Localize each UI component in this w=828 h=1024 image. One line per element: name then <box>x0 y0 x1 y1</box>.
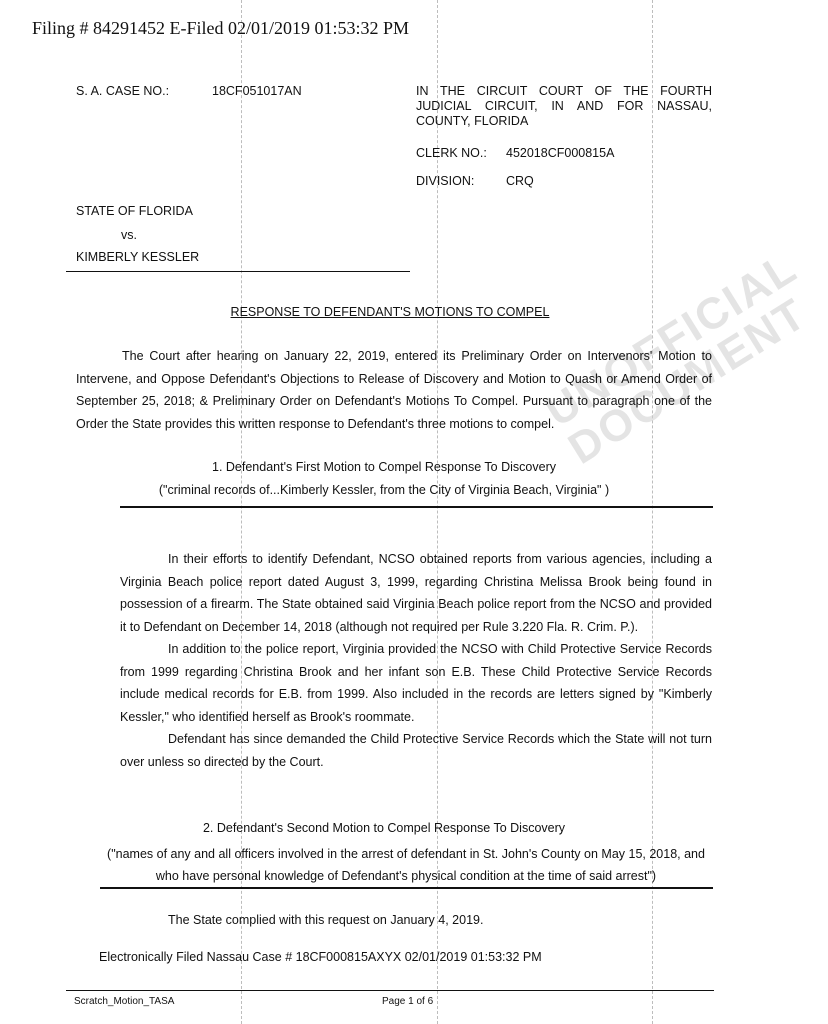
sa-case-label: S. A. CASE NO.: <box>76 84 170 98</box>
division-value: CRQ <box>506 174 534 188</box>
clerk-label: CLERK NO.: <box>416 146 487 160</box>
plaintiff-name: STATE OF FLORIDA <box>76 204 193 218</box>
section1-rule <box>120 506 713 508</box>
court-caption: IN THE CIRCUIT COURT OF THE FOURTH JUDICIAL CIRCUIT, IN AND FOR NASSAU, COUNTY, FLORIDA <box>416 84 712 128</box>
section2-subheading: ("names of any and all officers involved in the arrest of defendant in St. John's County on May 15, 2018, and who have personal knowledge of Defendant's physical condition at the time of said arrest") <box>107 847 705 883</box>
footer-filename: Scratch_Motion_TASA <box>74 996 175 1007</box>
section1-paragraph-2: In addition to the police report, Virginia provided the NCSO with Child Protective Service Records from 1999 regarding Christina Brook and her infant son E.B. These Child Protective Service Records include medical records for E.B. from 1999. Also included in the records are letters signed by "Kimberly Kessler," who identified herself as Brook's roommate. <box>120 642 712 724</box>
section1-paragraph-1: In their efforts to identify Defendant, NCSO obtained reports from various agencies, including a Virginia Beach police report dated August 3, 1999, regarding Christina Melissa Brook being found in possession of a firearm. The State obtained said Virginia Beach police report from the NCSO and provided it to Defendant on December 14, 2018 (although not required per Rule 3.220 Fla. R. Crim. P.). <box>120 552 712 634</box>
division-label: DIVISION: <box>416 174 475 188</box>
footer-rule <box>66 990 714 991</box>
section1-heading: 1. Defendant's First Motion to Compel Response To Discovery <box>212 460 556 474</box>
versus-label: vs. <box>121 228 137 242</box>
document-title: RESPONSE TO DEFENDANT'S MOTIONS TO COMPEL <box>230 305 550 319</box>
efiled-stamp: Electronically Filed Nassau Case # 18CF000815AXYX 02/01/2019 01:53:32 PM <box>99 950 542 964</box>
filing-header: Filing # 84291452 E-Filed 02/01/2019 01:53:32 PM <box>32 18 410 38</box>
sa-case-number: 18CF051017AN <box>212 84 302 98</box>
caption-rule <box>66 271 410 272</box>
clerk-number: 452018CF000815A <box>506 146 615 160</box>
section1-paragraph-3: Defendant has since demanded the Child Protective Service Records which the State will not turn over unless so directed by the Court. <box>120 732 712 769</box>
section2-rule <box>100 887 713 889</box>
intro-paragraph: The Court after hearing on January 22, 2019, entered its Preliminary Order on Intervenors' Motion to Intervene, and Oppose Defendant's Objections to Release of Discovery and Motion to Quash or Amend Order of September 25, 2018; & Preliminary Order on Defendant's Motions To Compel. Pursuant to paragraph one of the Order the State provides this written response to Defendant's three motions to compel. <box>76 349 712 431</box>
watermark-stamp: UNOFFICIAL DOCUMENT <box>536 243 816 474</box>
section1-subheading: ("criminal records of...Kimberly Kessler, from the City of Virginia Beach, Virginia" ) <box>158 483 610 497</box>
footer-page-number: Page 1 of 6 <box>382 996 434 1007</box>
defendant-name: KIMBERLY KESSLER <box>76 250 200 264</box>
section2-paragraph: The State complied with this request on January 4, 2019. <box>168 913 484 927</box>
section2-heading: 2. Defendant's Second Motion to Compel Response To Discovery <box>202 821 566 835</box>
